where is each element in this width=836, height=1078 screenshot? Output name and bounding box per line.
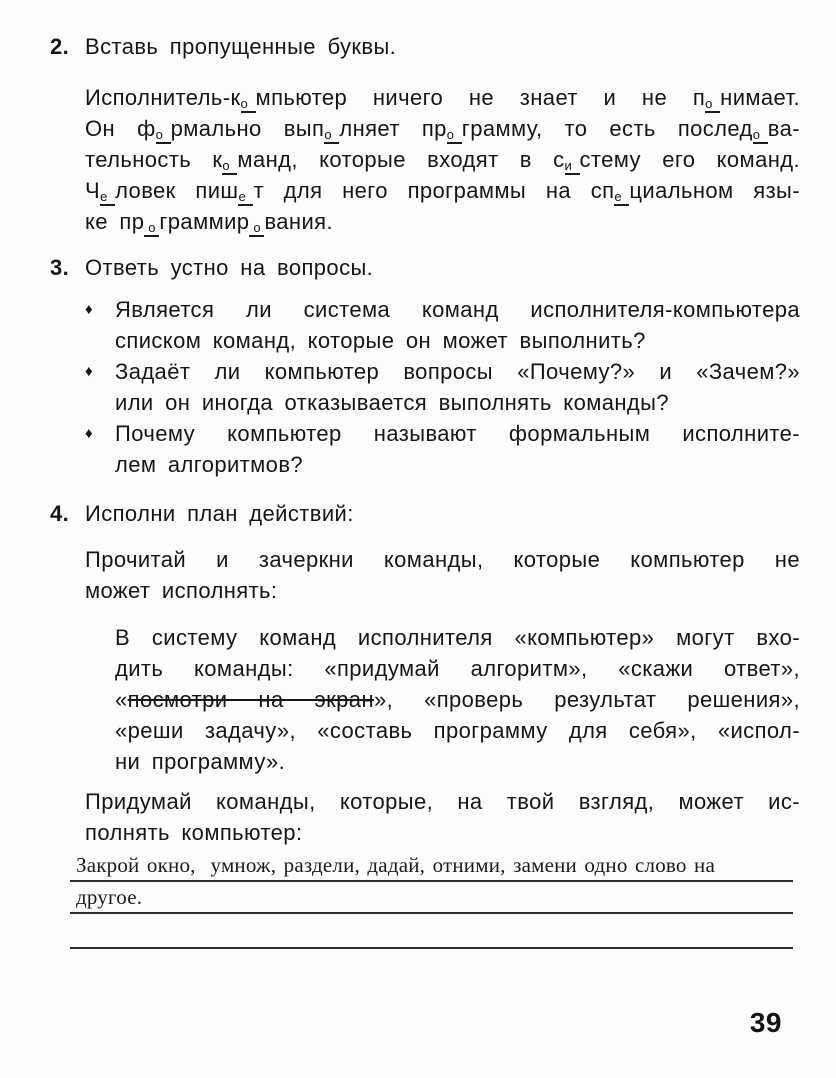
question-text: [115, 418, 800, 480]
exercise-4-section: [50, 501, 800, 949]
handwritten-answer-line: Закрой окно, умнож, раздели, дадай, отними, замени одно слово на: [70, 850, 793, 882]
text-line: ке пр о граммир о вания.: [85, 209, 333, 235]
exercise-2-number: 2.: [50, 34, 70, 59]
text-line: Задаёт ли компьютер вопросы «Почему?» и «Зачем?»: [115, 359, 800, 384]
text-line: Исполнитель-ко мпьютер ничего не знает и не по нимает.: [85, 85, 800, 111]
missing-letter-gap: о: [249, 221, 264, 237]
exercise-4-heading: [50, 501, 800, 527]
exercise-2-title: Вставь пропущенные буквы.: [85, 34, 397, 59]
text-line: Является ли система команд исполнителя-компьютера: [115, 297, 800, 322]
text-line: полнять компьютер:: [85, 820, 303, 845]
exercise-2-section: [50, 34, 800, 237]
missing-letter-gap: о: [222, 159, 237, 175]
text-line: «посмотри на экран», «проверь результат решения»,: [115, 687, 800, 712]
answer-area: [70, 850, 793, 949]
question-text: [115, 356, 800, 418]
question-item: [85, 356, 800, 418]
missing-letter-gap: и: [565, 159, 580, 175]
missing-letter-gap: о: [324, 128, 339, 144]
question-text: [115, 294, 800, 356]
text-line: В систему команд исполнителя «компьютер» могут вхо-: [115, 625, 800, 650]
handwritten-answer-line: другое.: [70, 882, 793, 914]
exercise-3-section: [50, 255, 800, 480]
text-line: или он иногда отказывается выполнять команды?: [115, 390, 669, 415]
text-line: ни программу».: [115, 749, 286, 774]
missing-letter-gap: е: [100, 190, 115, 206]
missing-letter-gap: о: [156, 128, 171, 144]
question-item: [85, 418, 800, 480]
missing-letter-gap: о: [753, 128, 768, 144]
diamond-bullet-icon: ♦: [85, 363, 94, 380]
exercise-4-task: [85, 786, 800, 848]
ruled-blank-line: [70, 914, 793, 949]
page-footer: [50, 1007, 800, 1039]
text-line: Почему компьютер называют формальным исполните-: [115, 421, 800, 446]
missing-letter-gap: е: [614, 190, 629, 206]
missing-letter-gap: о: [241, 97, 256, 113]
exercise-4-commands-paragraph: [115, 622, 800, 777]
exercise-4-instruction: [85, 544, 800, 606]
exercise-3-title: Ответь устно на вопросы.: [85, 255, 374, 280]
text-line: списком команд, которые он может выполнить?: [115, 328, 646, 353]
text-line: Придумай команды, которые, на твой взгляд, может ис-: [85, 789, 800, 814]
text-line: тельность ко манд, которые входят в си стему его команд.: [85, 147, 801, 173]
missing-letter-gap: о: [447, 128, 462, 144]
exercise-2-paragraph: [85, 82, 800, 237]
text-line: Он фо рмально выпо лняет про грамму, то есть последо ва-: [85, 116, 800, 142]
diamond-bullet-icon: ♦: [85, 301, 94, 318]
question-item: [85, 294, 800, 356]
diamond-bullet-icon: ♦: [85, 425, 94, 442]
text-line: «реши задачу», «составь программу для себя», «испол-: [115, 718, 800, 743]
exercise-4-title: Исполни план действий:: [85, 501, 354, 526]
missing-letter-gap: о: [705, 97, 720, 113]
text-line: Че ловек пише т для него программы на спе циальном язы-: [85, 178, 800, 204]
text-line: может исполнять:: [85, 578, 278, 603]
text-line: лем алгоритмов?: [115, 452, 304, 477]
missing-letter-gap: е: [238, 190, 253, 206]
exercise-3-heading: [50, 255, 800, 281]
exercise-3-questions: [85, 294, 800, 480]
text-line: Прочитай и зачеркни команды, которые компьютер не: [85, 547, 800, 572]
page-number: 39: [749, 1007, 782, 1038]
exercise-2-heading: [50, 34, 800, 60]
exercise-4-number: 4.: [50, 501, 70, 526]
struck-out-text: посмотри на экран: [127, 687, 374, 712]
text-line: дить команды: «придумай алгоритм», «скажи ответ»,: [115, 656, 800, 681]
missing-letter-gap: о: [144, 221, 159, 237]
exercise-3-number: 3.: [50, 255, 70, 280]
